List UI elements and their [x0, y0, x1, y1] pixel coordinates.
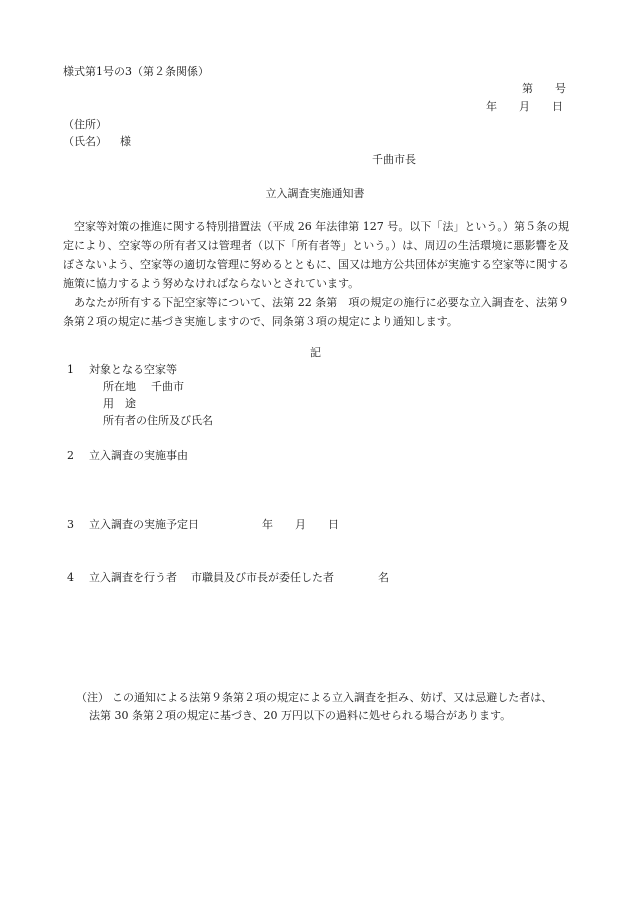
item-4-count-suffix: 名	[378, 571, 389, 584]
item-1-location-label: 所在地	[103, 380, 136, 393]
recipient-name-label: （氏名）	[63, 135, 107, 148]
item-1-title: 対象となる空家等	[89, 363, 177, 376]
item-3-title: 立入調査の実施予定日	[89, 518, 199, 531]
item-3-number: 3	[67, 518, 74, 531]
recipient-address-label: （住所）	[63, 118, 107, 131]
ki-heading: 記	[310, 346, 321, 359]
item-1-usage-label: 用 途	[103, 397, 136, 410]
body-paragraph-2: あなたが所有する下記空家等について、法第 22 条第 項の規定の施行に必要な立入調査を、法第９条第２項の規定に基づき実施しますので、同条第３項の規定により通知します。	[63, 296, 569, 328]
item-4-title: 立入調査を行う者	[89, 571, 177, 584]
item-4-value: 市職員及び市長が委任した者	[191, 571, 334, 584]
document-date: 年 月 日	[486, 100, 563, 113]
item-3-date: 年 月 日	[262, 518, 339, 531]
item-1-owner-label: 所有者の住所及び氏名	[103, 414, 213, 427]
body-paragraph-1: 空家等対策の推進に関する特別措置法（平成 26 年法律第 127 号。以下「法」という。）第５条の規定により、空家等の所有者又は管理者（以下「所有者等」という。）は、周辺の生活環境に悪影響を及ぼさないよう、空家等の適切な管理に努めるとともに、国又は地方公共団体が実施する空家等に関する施策に協力するよう努めなければならないとされています。	[63, 220, 569, 290]
item-1-number: 1	[67, 363, 74, 376]
note-line-2: 法第 30 条第２項の規定に基づき、20 万円以下の過料に処せられる場合があります。	[89, 709, 512, 722]
note-label: （注）	[76, 691, 109, 704]
note-line-1: この通知による法第９条第２項の規定による立入調査を拒み、妨げ、又は忌避した者は、	[112, 691, 553, 704]
item-2-number: 2	[67, 449, 74, 462]
document-title: 立入調査実施通知書	[265, 187, 365, 200]
document-number: 第 号	[522, 82, 566, 95]
item-1-location-value: 千曲市	[151, 380, 184, 393]
item-2-title: 立入調査の実施事由	[89, 449, 188, 462]
item-4-number: 4	[67, 571, 74, 584]
form-label: 様式第1号の3（第２条関係）	[63, 65, 209, 78]
recipient-honorific: 様	[120, 135, 131, 148]
sender-name: 千曲市長	[372, 153, 416, 166]
